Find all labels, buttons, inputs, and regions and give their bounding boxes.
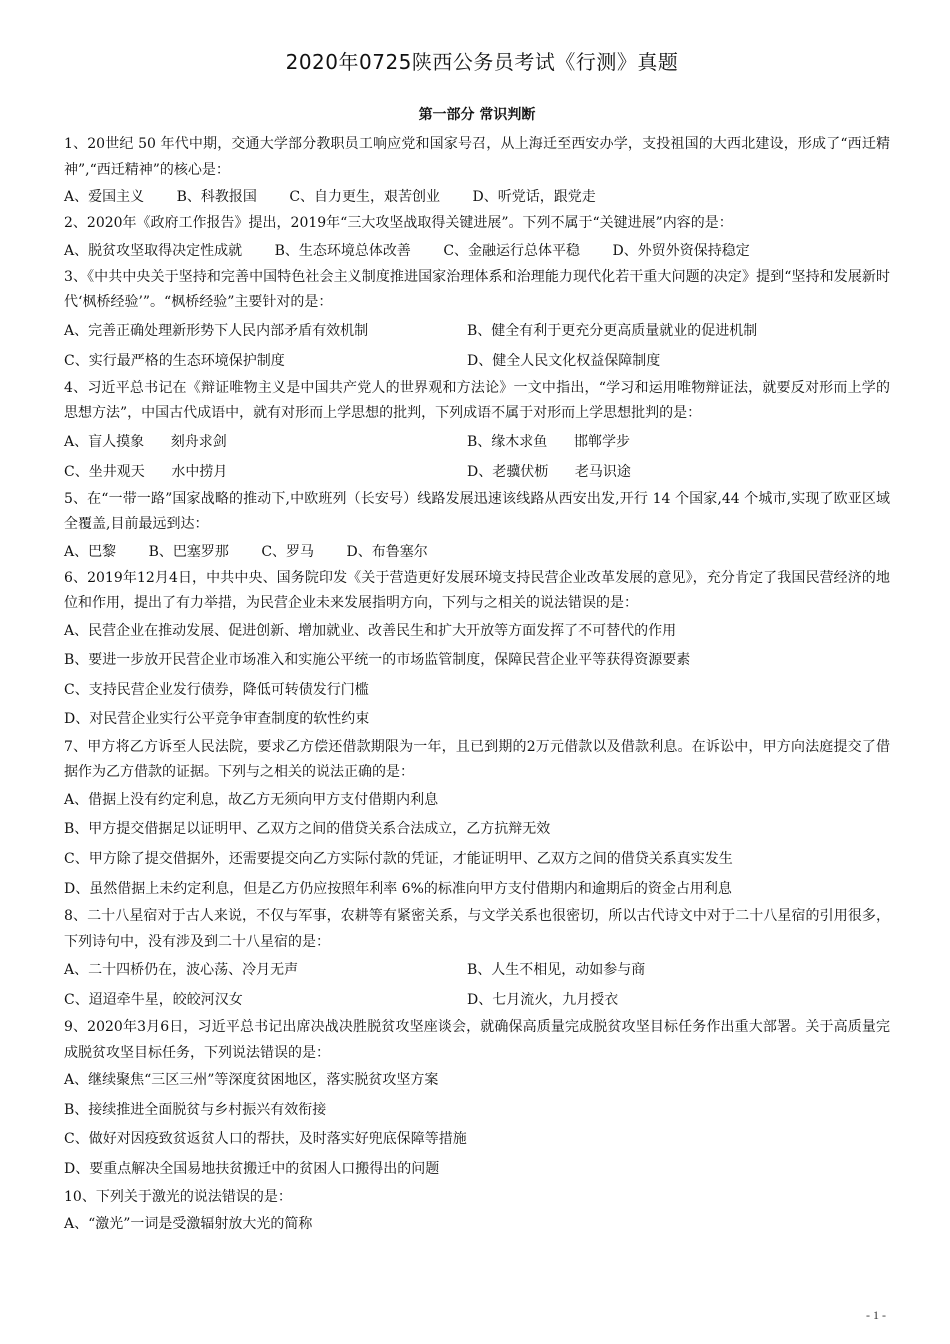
question-10-option-a: A、“激光”一词是受激辐射放大光的简称	[64, 1216, 313, 1233]
question-8-option-c: C、迢迢牵牛星，皎皎河汉女	[64, 992, 243, 1009]
question-9-option-a: A、继续聚焦“三区三州”等深度贫困地区，落实脱贫攻坚方案	[64, 1072, 439, 1089]
question-7-stem: 7、甲方将乙方诉至人民法院，要求乙方偿还借款期限为一年，且已到期的2万元借款以及借款利息。在诉讼中，甲方向法庭提交了借据作为乙方借款的证据。下列与之相关的说法正确的是：	[64, 738, 890, 781]
question-6-option-d: D、对民营企业实行公平竞争审查制度的软性约束	[64, 711, 370, 728]
question-5-option-a: A、巴黎	[64, 543, 117, 560]
question-1-option-d: D、听党话，跟党走	[472, 189, 596, 205]
question-8-option-d: D、七月流火，九月授衣	[467, 992, 619, 1009]
question-5-options	[64, 538, 890, 566]
question-4-option-d: D、老骥伏枥 老马识途	[467, 463, 631, 480]
question-2-options	[64, 237, 890, 265]
question-9-option-b: B、接续推进全面脱贫与乡村振兴有效衔接	[64, 1101, 327, 1118]
question-8-option-b: B、人生不相见，动如参与商	[467, 962, 646, 979]
question-5-stem: 5、在“一带一路”国家战略的推动下,中欧班列（长安号）线路发展迅速该线路从西安出发,开行 14 个国家,44 个城市,实现了欧亚区域全覆盖,目前最远到达：	[64, 490, 890, 532]
question-9-option-c: C、做好对因疫致贫返贫人口的帮扶，及时落实好兜底保障等措施	[64, 1131, 467, 1148]
question-8-option-a: A、二十四桥仍在，波心荡、冷月无声	[64, 962, 299, 979]
question-2-option-b: B、生态环境总体改善	[274, 242, 411, 259]
question-6-stem: 6、2019年12月4日，中共中央、国务院印发《关于营造更好发展环境支持民营企业改革发展的意见》，充分肯定了我国民营经济的地位和作用，提出了有力举措，为民营企业未来发展指明方向，下列与之相关的说法错误的是：	[64, 569, 890, 611]
question-1-stem: 1、20世纪 50 年代中期，交通大学部分教职员工响应党和国家号召，从上海迁至西安办学，支投祖国的大西北建设，形成了“西迁精神”,“西迁精神”的核心是：	[64, 136, 890, 178]
question-4-options	[64, 427, 890, 487]
question-7-option-d: D、虽然借据上未约定利息，但是乙方仍应按照年利率 6%的标准向甲方支付借期内和逾期后的资金占用利息	[64, 880, 732, 897]
question-6-option-b: B、要进一步放开民营企业市场准入和实施公平统一的市场监管制度，保障民营企业平等获得资源要素	[64, 652, 691, 669]
question-7-option-b: B、甲方提交借据足以证明甲、乙双方之间的借贷关系合法成立，乙方抗辩无效	[64, 821, 551, 838]
question-7-option-a: A、借据上没有约定利息，故乙方无须向甲方支付借期内利息	[64, 791, 439, 808]
question-4-option-b: B、缘木求鱼 邯郸学步	[467, 433, 630, 450]
question-9-stem: 9、2020年3月6日，习近平总书记出席决战决胜脱贫攻坚座谈会，就确保高质量完成脱贫攻坚目标任务作出重大部署。关于高质量完成脱贫攻坚目标任务，下列说法错误的是：	[64, 1019, 890, 1061]
question-5-option-b: B、巴塞罗那	[148, 543, 229, 560]
question-4-option-a: A、盲人摸象 刻舟求剑	[64, 433, 227, 450]
question-10-stem: 10、下列关于激光的说法错误的是：	[64, 1188, 292, 1205]
document-page	[64, 44, 890, 1240]
question-5-option-d: D、布鲁塞尔	[346, 543, 428, 560]
page-number: - 1 -	[866, 1308, 886, 1322]
question-2-stem: 2、2020年《政府工作报告》提出，2019年“三大攻坚战取得关键进展”。下列不属于“关键进展”内容的是：	[64, 215, 733, 231]
question-5-option-c: C、罗马	[261, 543, 315, 560]
question-2-option-a: A、脱贫攻坚取得决定性成就	[64, 242, 243, 259]
question-9-option-d: D、要重点解决全国易地扶贫搬迁中的贫困人口搬得出的问题	[64, 1161, 440, 1178]
question-4-option-c: C、坐井观天 水中捞月	[64, 463, 228, 480]
section-title: 第一部分 常识判断	[418, 107, 536, 123]
question-3-option-a: A、完善正确处理新形势下人民内部矛盾有效机制	[64, 322, 369, 339]
question-2-option-d: D、外贸外资保持稳定	[612, 242, 750, 259]
question-6-option-c: C、支持民营企业发行债券，降低可转债发行门槛	[64, 681, 369, 698]
question-3-option-b: B、健全有利于更充分更高质量就业的促进机制	[467, 322, 758, 339]
question-1-option-a: A、爱国主义	[64, 189, 145, 205]
question-4-stem: 4、习近平总书记在《辩证唯物主义是中国共产党人的世界观和方法论》一文中指出，“学习和运用唯物辩证法，就要反对形而上学的思想方法”，中国古代成语中，就有对形而上学思想的批判，下列成语不属于对形而上学思想批判的是：	[64, 379, 890, 421]
question-3-stem: 3、《中共中央关于坚持和完善中国特色社会主义制度推进国家治理体系和治理能力现代化若干重大问题的决定》提到“坚持和发展新时代‘枫桥经验’”。“枫桥经验”主要针对的是：	[64, 268, 890, 310]
question-1-options	[64, 183, 890, 211]
question-1-option-b: B、科教报国	[176, 189, 257, 205]
question-7-option-c: C、甲方除了提交借据外，还需要提交向乙方实际付款的凭证，才能证明甲、乙双方之间的借贷关系真实发生	[64, 851, 733, 868]
document-title: 2020年0725陕西公务员考试《行测》真题	[285, 50, 679, 74]
question-3-option-d: D、健全人民文化权益保障制度	[467, 352, 661, 369]
question-6-option-a: A、民营企业在推动发展、促进创新、增加就业、改善民生和扩大开放等方面发挥了不可替代的作用	[64, 622, 677, 639]
question-8-stem: 8、二十八星宿对于古人来说，不仅与军事，农耕等有紧密关系，与文学关系也很密切，所以古代诗文中对于二十八星宿的引用很多，下列诗句中，没有涉及到二十八星宿的是：	[64, 908, 890, 950]
question-3-options	[64, 316, 890, 376]
question-1-option-c: C、自力更生，艰苦创业	[289, 189, 441, 205]
question-3-option-c: C、实行最严格的生态环境保护制度	[64, 352, 285, 369]
question-2-option-c: C、金融运行总体平稳	[443, 242, 581, 259]
question-8-options	[64, 955, 890, 1015]
